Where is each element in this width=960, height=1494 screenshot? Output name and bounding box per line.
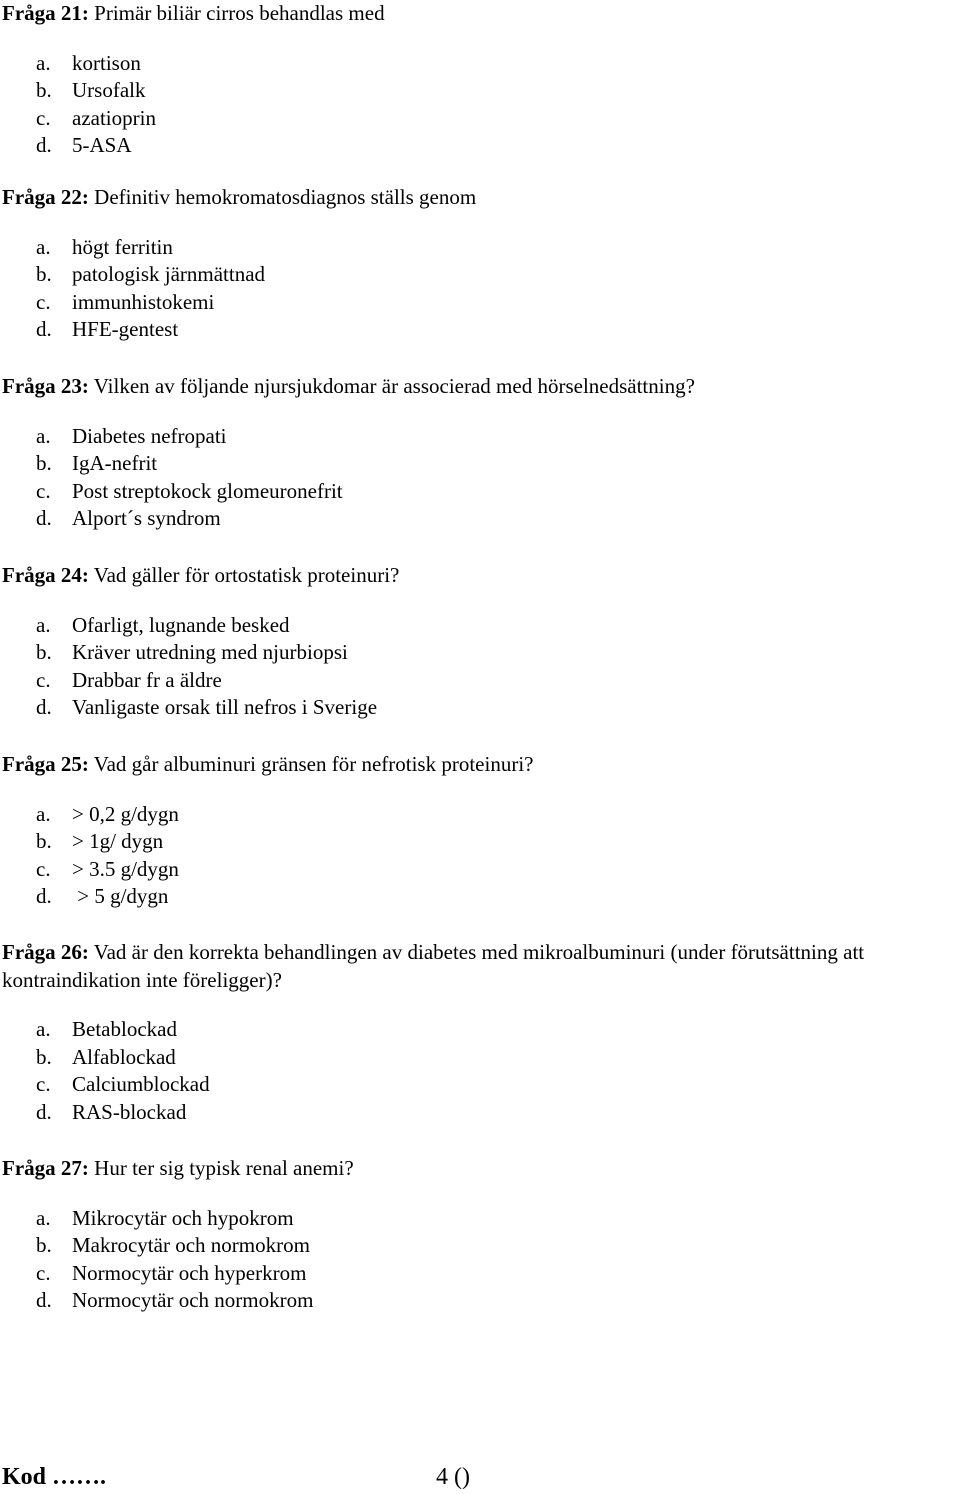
option-text: IgA-nefrit — [72, 451, 158, 476]
option-letter: a. — [36, 234, 51, 259]
option-text: kortison — [72, 50, 141, 75]
option-d — [2, 1099, 958, 1127]
option-letter: c. — [36, 1260, 51, 1285]
option-letter: b. — [36, 262, 52, 287]
option-c — [2, 856, 958, 884]
question-body: Definitiv hemokromatosdiagnos ställs genom — [88, 185, 477, 209]
option-text: Betablockad — [72, 1017, 177, 1042]
option-letter: c. — [36, 667, 51, 692]
option-text: immunhistokemi — [72, 289, 215, 314]
option-text: patologisk järnmättnad — [72, 262, 266, 287]
option-letter: c. — [36, 856, 51, 881]
question-21 — [2, 0, 958, 160]
question-body: Hur ter sig typisk renal anemi? — [88, 1156, 354, 1180]
option-b — [2, 1044, 958, 1072]
option-d — [2, 132, 958, 160]
option-letter: a. — [36, 1205, 51, 1230]
option-text: RAS-blockad — [72, 1099, 187, 1124]
options-list — [2, 801, 958, 911]
option-text: Drabbar fr a äldre — [72, 667, 222, 692]
option-letter: a. — [36, 50, 51, 75]
option-d — [2, 316, 958, 344]
option-c — [2, 289, 958, 317]
option-text: > 3.5 g/dygn — [72, 856, 179, 881]
option-text: > 1g/ dygn — [72, 829, 164, 854]
option-text: Vanligaste orsak till nefros i Sverige — [72, 695, 378, 720]
question-number: Fråga 23: — [2, 374, 89, 398]
option-letter: b. — [36, 451, 52, 476]
question-text — [2, 0, 958, 28]
option-letter: d. — [36, 317, 52, 342]
option-letter: c. — [36, 478, 51, 503]
question-text — [2, 184, 958, 212]
question-number: Fråga 27: — [2, 1156, 89, 1180]
option-d — [2, 1287, 958, 1315]
option-text: Normocytär och normokrom — [72, 1288, 314, 1313]
question-text — [2, 373, 958, 401]
option-letter: c. — [36, 1072, 51, 1097]
option-c — [2, 667, 958, 695]
question-number: Fråga 25: — [2, 752, 89, 776]
options-list — [2, 612, 958, 722]
option-letter: a. — [36, 1017, 51, 1042]
question-body: Vad är den korrekta behandlingen av diabetes med mikroalbuminuri (under förutsättning att kontraindikation inte föreligger)? — [2, 940, 865, 992]
question-body: Vad går albuminuri gränsen för nefrotisk proteinuri? — [88, 752, 534, 776]
option-a — [2, 423, 958, 451]
option-a — [2, 801, 958, 829]
option-letter: c. — [36, 289, 51, 314]
option-a — [2, 612, 958, 640]
question-22 — [2, 184, 958, 344]
options-list — [2, 1205, 958, 1315]
question-number: Fråga 21: — [2, 1, 89, 25]
option-c — [2, 105, 958, 133]
question-number: Fråga 24: — [2, 563, 89, 587]
option-text: Mikrocytär och hypokrom — [72, 1205, 294, 1230]
option-letter: d. — [36, 1288, 52, 1313]
option-b — [2, 450, 958, 478]
question-text — [2, 562, 958, 590]
option-b — [2, 828, 958, 856]
option-text: Ofarligt, lugnande besked — [72, 612, 290, 637]
option-letter: b. — [36, 829, 52, 854]
question-text — [2, 751, 958, 779]
option-b — [2, 1232, 958, 1260]
option-a — [2, 50, 958, 78]
question-text — [2, 1155, 958, 1183]
option-b — [2, 77, 958, 105]
option-text: 5-ASA — [72, 133, 132, 158]
option-text: Normocytär och hyperkrom — [72, 1260, 307, 1285]
option-letter: a. — [36, 612, 51, 637]
option-c — [2, 1071, 958, 1099]
option-letter: d. — [36, 884, 52, 909]
option-a — [2, 234, 958, 262]
option-a — [2, 1016, 958, 1044]
option-letter: d. — [36, 695, 52, 720]
code-label: Kod ……. — [2, 1464, 107, 1490]
options-list — [2, 1016, 958, 1126]
option-a — [2, 1205, 958, 1233]
question-24 — [2, 562, 958, 722]
question-27 — [2, 1155, 958, 1315]
option-letter: a. — [36, 801, 51, 826]
option-text: Makrocytär och normokrom — [72, 1233, 310, 1258]
option-d — [2, 505, 958, 533]
option-text: Ursofalk — [72, 78, 146, 103]
option-text: > 0,2 g/dygn — [72, 801, 179, 826]
option-text: högt ferritin — [72, 234, 173, 259]
options-list — [2, 50, 958, 160]
question-body: Vad gäller för ortostatisk proteinuri? — [88, 563, 400, 587]
option-letter: b. — [36, 1233, 52, 1258]
option-letter: d. — [36, 133, 52, 158]
question-number: Fråga 26: — [2, 940, 89, 964]
option-letter: d. — [36, 506, 52, 531]
option-text: Alfablockad — [72, 1044, 176, 1069]
option-text: Alport´s syndrom — [72, 506, 221, 531]
option-d — [2, 883, 958, 911]
option-letter: b. — [36, 640, 52, 665]
option-text: > 5 g/dygn — [72, 884, 169, 909]
option-b — [2, 261, 958, 289]
option-text: Post streptokock glomeuronefrit — [72, 478, 343, 503]
option-letter: b. — [36, 78, 52, 103]
question-26 — [2, 939, 958, 1127]
option-letter: c. — [36, 105, 51, 130]
option-letter: b. — [36, 1044, 52, 1069]
question-number: Fråga 22: — [2, 185, 89, 209]
option-letter: a. — [36, 423, 51, 448]
question-text — [2, 939, 958, 994]
option-text: azatioprin — [72, 105, 156, 130]
question-body: Vilken av följande njursjukdomar är associerad med hörselnedsättning? — [88, 374, 695, 398]
option-text: Kräver utredning med njurbiopsi — [72, 640, 348, 665]
option-c — [2, 478, 958, 506]
option-d — [2, 694, 958, 722]
question-25 — [2, 751, 958, 911]
option-letter: d. — [36, 1099, 52, 1124]
page-number: 4 () — [436, 1464, 470, 1490]
option-text: HFE-gentest — [72, 317, 179, 342]
option-text: Calciumblockad — [72, 1072, 210, 1097]
option-b — [2, 639, 958, 667]
options-list — [2, 234, 958, 344]
options-list — [2, 423, 958, 533]
page-footer — [2, 1461, 958, 1493]
question-body: Primär biliär cirros behandlas med — [88, 1, 385, 25]
question-23 — [2, 373, 958, 533]
option-c — [2, 1260, 958, 1288]
option-text: Diabetes nefropati — [72, 423, 227, 448]
